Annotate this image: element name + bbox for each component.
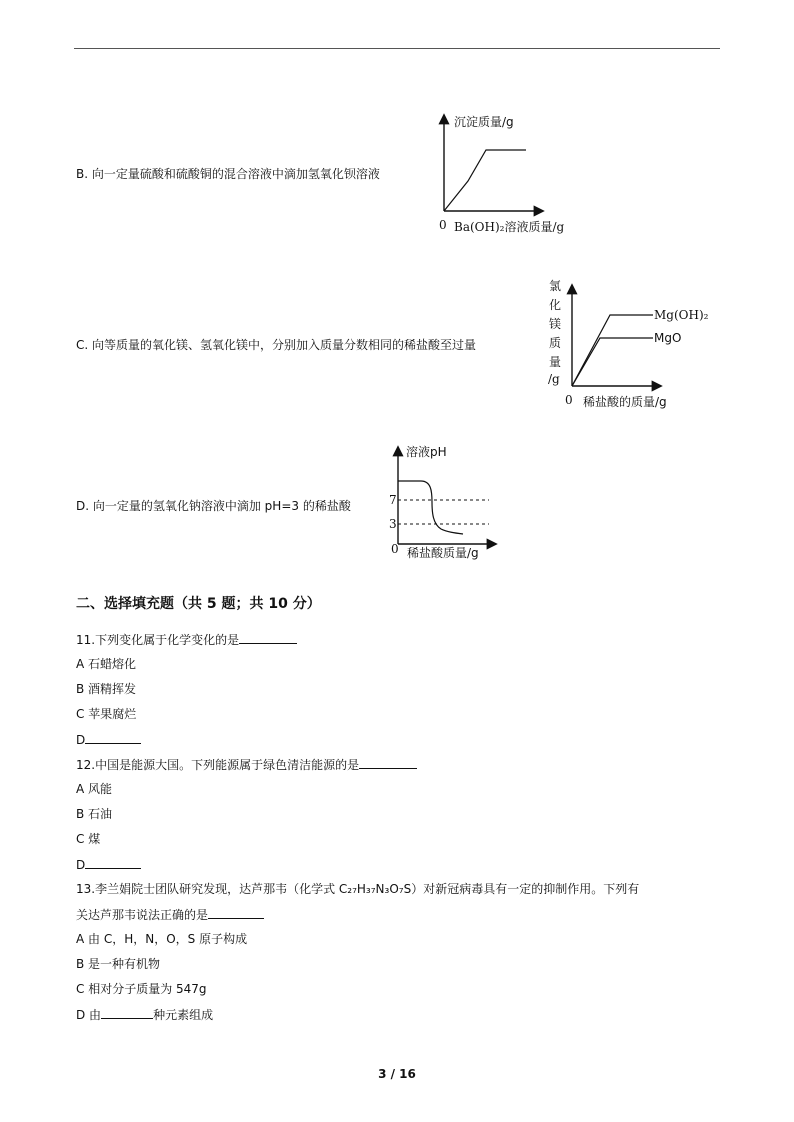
graph-b-origin: 0 <box>439 218 447 232</box>
q13-stem-text-b: ）对新冠病毒具有一定的抑制作用。下列有 <box>411 882 640 896</box>
option-c-text: C. 向等质量的氧化镁、氢氧化镁中，分别加入质量分数相同的稀盐酸至过量 <box>76 338 477 352</box>
q12-blank <box>359 756 417 769</box>
q12-stem <box>76 756 417 773</box>
q11-option-b: B 酒精挥发 <box>76 682 137 696</box>
q12-option-c: C 煤 <box>76 832 101 846</box>
q11-stem-text: 11.下列变化属于化学变化的是 <box>76 633 240 647</box>
q13-stem-text-a: 13.李兰娟院士团队研究发现，达芦那韦（化学式 <box>76 882 339 896</box>
option-d-text: D. 向一定量的氢氧化钠溶液中滴加 pH=3 的稀盐酸 <box>76 499 351 513</box>
q12-stem-text: 12.中国是能源大国。下列能源属于绿色清洁能源的是 <box>76 758 360 772</box>
q12-option-d <box>76 856 141 873</box>
graph-d-origin: 0 <box>391 542 399 556</box>
graph-d-y-label: 溶液pH <box>406 445 447 459</box>
graph-c-curve-mgo <box>572 338 653 386</box>
graph-c-x-label: 稀盐酸的质量/g <box>583 395 667 409</box>
q13-stem-line1 <box>76 881 639 897</box>
page-number: 3 / 16 <box>378 1067 416 1081</box>
graph-d-tick-7: 7 <box>389 493 397 507</box>
graph-c-origin: 0 <box>565 393 573 407</box>
graph-d-tick-3: 3 <box>389 517 397 531</box>
q13-option-b: B 是一种有机物 <box>76 957 161 971</box>
graph-c-y-label-5: 量 <box>549 355 562 369</box>
graph-b-y-label: 沉淀质量/g <box>454 115 514 129</box>
q13-option-a: A 由 C，H，N，O，S 原子构成 <box>76 932 248 946</box>
graph-d <box>385 436 515 566</box>
graph-c-y-label-3: 镁 <box>549 317 562 331</box>
graph-c-y-label-2: 化 <box>549 298 562 312</box>
q13-blank <box>208 906 264 919</box>
q13-formula: C₂₇H₃₇N₃O₇S <box>338 882 412 896</box>
q12-option-d-label: D <box>76 858 86 872</box>
q12-option-d-blank <box>85 856 141 869</box>
graph-c <box>545 276 725 416</box>
q12-option-a: A 风能 <box>76 782 113 796</box>
q13-stem-line2-text: 关达芦那韦说法正确的是 <box>76 908 209 922</box>
q11-option-d-label: D <box>76 733 86 747</box>
q12-option-b: B 石油 <box>76 807 113 821</box>
q11-stem <box>76 631 297 648</box>
graph-c-series-mgo: MgO <box>654 331 682 345</box>
graph-c-series-mgoh2: Mg(OH)₂ <box>654 308 709 322</box>
graph-c-y-label-4: 质 <box>549 336 562 350</box>
q11-blank <box>239 631 297 644</box>
graph-c-y-label-6: /g <box>548 372 560 386</box>
section-title: 二、选择填充题（共 5 题；共 10 分） <box>76 596 321 612</box>
q11-option-d-blank <box>85 731 141 744</box>
graph-d-x-label: 稀盐酸质量/g <box>407 546 479 560</box>
header-rule <box>74 48 720 49</box>
q11-option-c: C 苹果腐烂 <box>76 707 137 721</box>
q13-option-d-blank <box>101 1006 153 1019</box>
q13-stem-line2 <box>76 906 264 923</box>
graph-b <box>430 108 580 238</box>
q13-option-c: C 相对分子质量为 547g <box>76 982 207 996</box>
graph-c-curve-mgoh2 <box>572 315 653 386</box>
q11-option-d <box>76 731 141 748</box>
graph-b-x-label: Ba(OH)₂溶液质量/g <box>454 220 565 234</box>
q11-option-a: A 石蜡熔化 <box>76 657 137 671</box>
q13-option-d-pre: D 由 <box>76 1008 102 1022</box>
option-b-text: B. 向一定量硫酸和硫酸铜的混合溶液中滴加氢氧化钡溶液 <box>76 167 380 181</box>
graph-b-curve <box>444 150 526 211</box>
graph-c-y-label-1: 氯 <box>549 279 562 293</box>
q13-option-d <box>76 1006 213 1023</box>
graph-d-curve <box>398 481 463 534</box>
q13-option-d-post: 种元素组成 <box>153 1008 214 1022</box>
